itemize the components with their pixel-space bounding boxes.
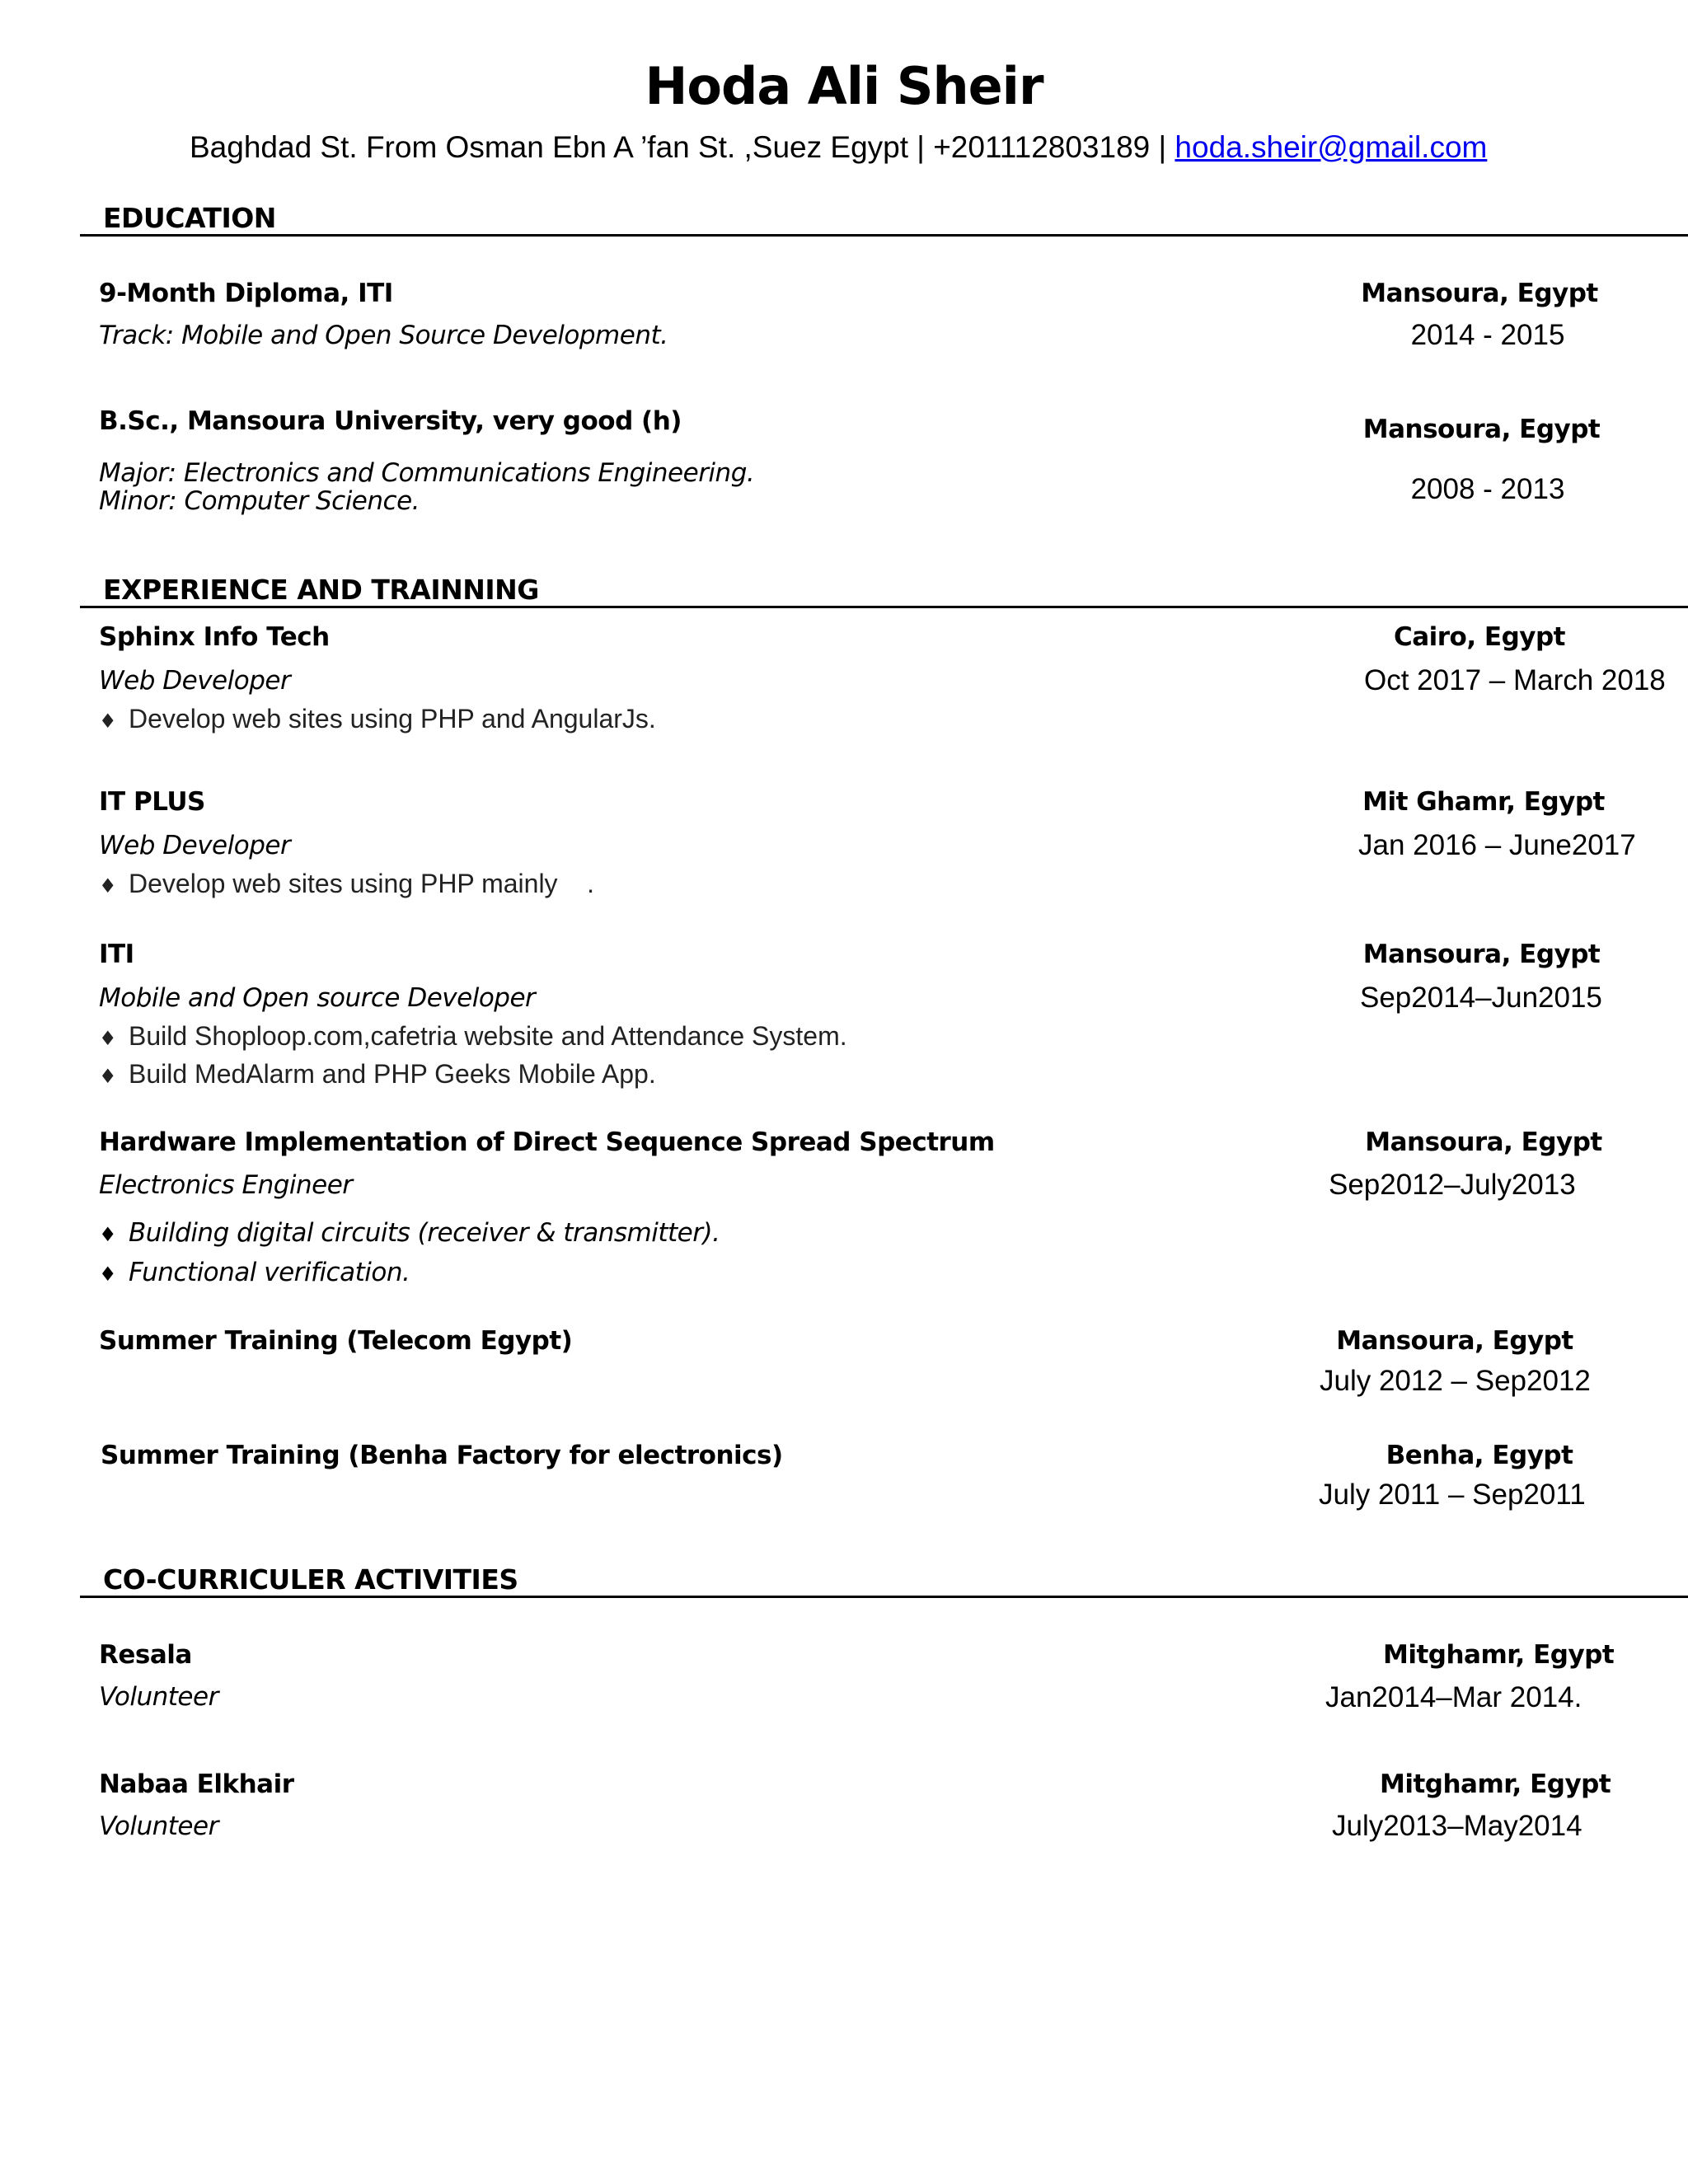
education-location: Mansoura, Egypt	[1361, 279, 1598, 308]
education-major: Major: Electronics and Communications Engineering.	[99, 458, 755, 488]
experience-role: Web Developer	[99, 666, 291, 696]
experience-bullet: ♦ Functional verification.	[99, 1258, 410, 1287]
experience-bullet: ♦ Build MedAlarm and PHP Geeks Mobile App.	[99, 1059, 656, 1089]
experience-location: Mansoura, Egypt	[1336, 1326, 1573, 1356]
experience-location: Mansoura, Egypt	[1365, 1127, 1602, 1157]
experience-location: Cairo, Egypt	[1393, 622, 1566, 652]
activity-role: Volunteer	[99, 1811, 218, 1841]
education-title: B.Sc., Mansoura University, very good (h)	[99, 406, 682, 436]
experience-bullet: ♦ Develop web sites using PHP mainly .	[99, 869, 594, 898]
experience-bullet: ♦ Develop web sites using PHP and AngularJs.	[99, 704, 656, 733]
experience-org: Hardware Implementation of Direct Sequence Spread Spectrum	[99, 1127, 995, 1157]
diamond-bullet-icon: ♦	[99, 1263, 117, 1286]
section-heading-education: EDUCATION	[103, 202, 276, 234]
activity-location: Mitghamr, Egypt	[1383, 1640, 1615, 1670]
experience-location: Benha, Egypt	[1386, 1441, 1573, 1470]
diamond-bullet-icon: ♦	[99, 710, 117, 733]
diamond-bullet-icon: ♦	[99, 1065, 117, 1088]
experience-org: ITI	[99, 940, 134, 969]
experience-dates: Oct 2017 – March 2018	[1364, 664, 1666, 696]
section-heading-activities: CO-CURRICULER ACTIVITIES	[103, 1563, 518, 1596]
activity-dates: July2013–May2014	[1332, 1810, 1582, 1842]
experience-location: Mit Ghamr, Egypt	[1362, 787, 1605, 817]
diamond-bullet-icon: ♦	[99, 874, 117, 898]
education-location: Mansoura, Egypt	[1362, 415, 1601, 444]
activity-role: Volunteer	[99, 1682, 218, 1712]
diamond-bullet-icon: ♦	[99, 1223, 117, 1246]
activity-org: Nabaa Elkhair	[99, 1769, 294, 1799]
experience-dates: Jan 2016 – June2017	[1358, 829, 1636, 861]
activity-org: Resala	[99, 1640, 192, 1670]
resume-name: Hoda Ali Sheir	[645, 56, 1043, 116]
education-dates: 2014 - 2015	[1410, 319, 1565, 351]
experience-role: Mobile and Open source Developer	[99, 983, 536, 1013]
experience-dates: Sep2012–July2013	[1329, 1169, 1576, 1201]
experience-org: Summer Training (Benha Factory for electronics)	[101, 1441, 783, 1470]
experience-dates: July 2011 – Sep2011	[1319, 1479, 1586, 1511]
diamond-bullet-icon: ♦	[99, 1027, 117, 1050]
section-divider	[80, 1596, 1688, 1598]
section-heading-experience: EXPERIENCE AND TRAINNING	[103, 574, 539, 606]
experience-role: Web Developer	[99, 831, 291, 860]
experience-bullet: ♦ Building digital circuits (receiver & transmitter).	[99, 1218, 720, 1248]
education-minor: Minor: Computer Science.	[99, 486, 420, 516]
section-divider	[80, 234, 1688, 237]
experience-role: Electronics Engineer	[99, 1170, 353, 1200]
contact-line	[190, 130, 1487, 165]
experience-bullet: ♦ Build Shoploop.com,cafetria website and Attendance System.	[99, 1021, 847, 1051]
experience-location: Mansoura, Egypt	[1362, 940, 1601, 969]
education-subtitle: Track: Mobile and Open Source Development.	[99, 321, 668, 350]
experience-org: Sphinx Info Tech	[99, 622, 330, 652]
experience-dates: Sep2014–Jun2015	[1360, 982, 1602, 1014]
education-title: 9-Month Diploma, ITI	[99, 279, 393, 308]
experience-org: IT PLUS	[99, 787, 205, 817]
section-divider	[80, 606, 1688, 608]
email-link[interactable]: hoda.sheir@gmail.com	[1175, 130, 1488, 164]
activity-dates: Jan2014–Mar 2014.	[1325, 1681, 1582, 1713]
education-dates: 2008 - 2013	[1410, 473, 1565, 505]
experience-dates: July 2012 – Sep2012	[1320, 1365, 1591, 1397]
experience-org: Summer Training (Telecom Egypt)	[99, 1326, 573, 1356]
activity-location: Mitghamr, Egypt	[1380, 1769, 1611, 1799]
address-text: Baghdad St. From Osman Ebn A ’fan St. ,Suez Egypt | +201112803189 |	[190, 130, 1175, 164]
